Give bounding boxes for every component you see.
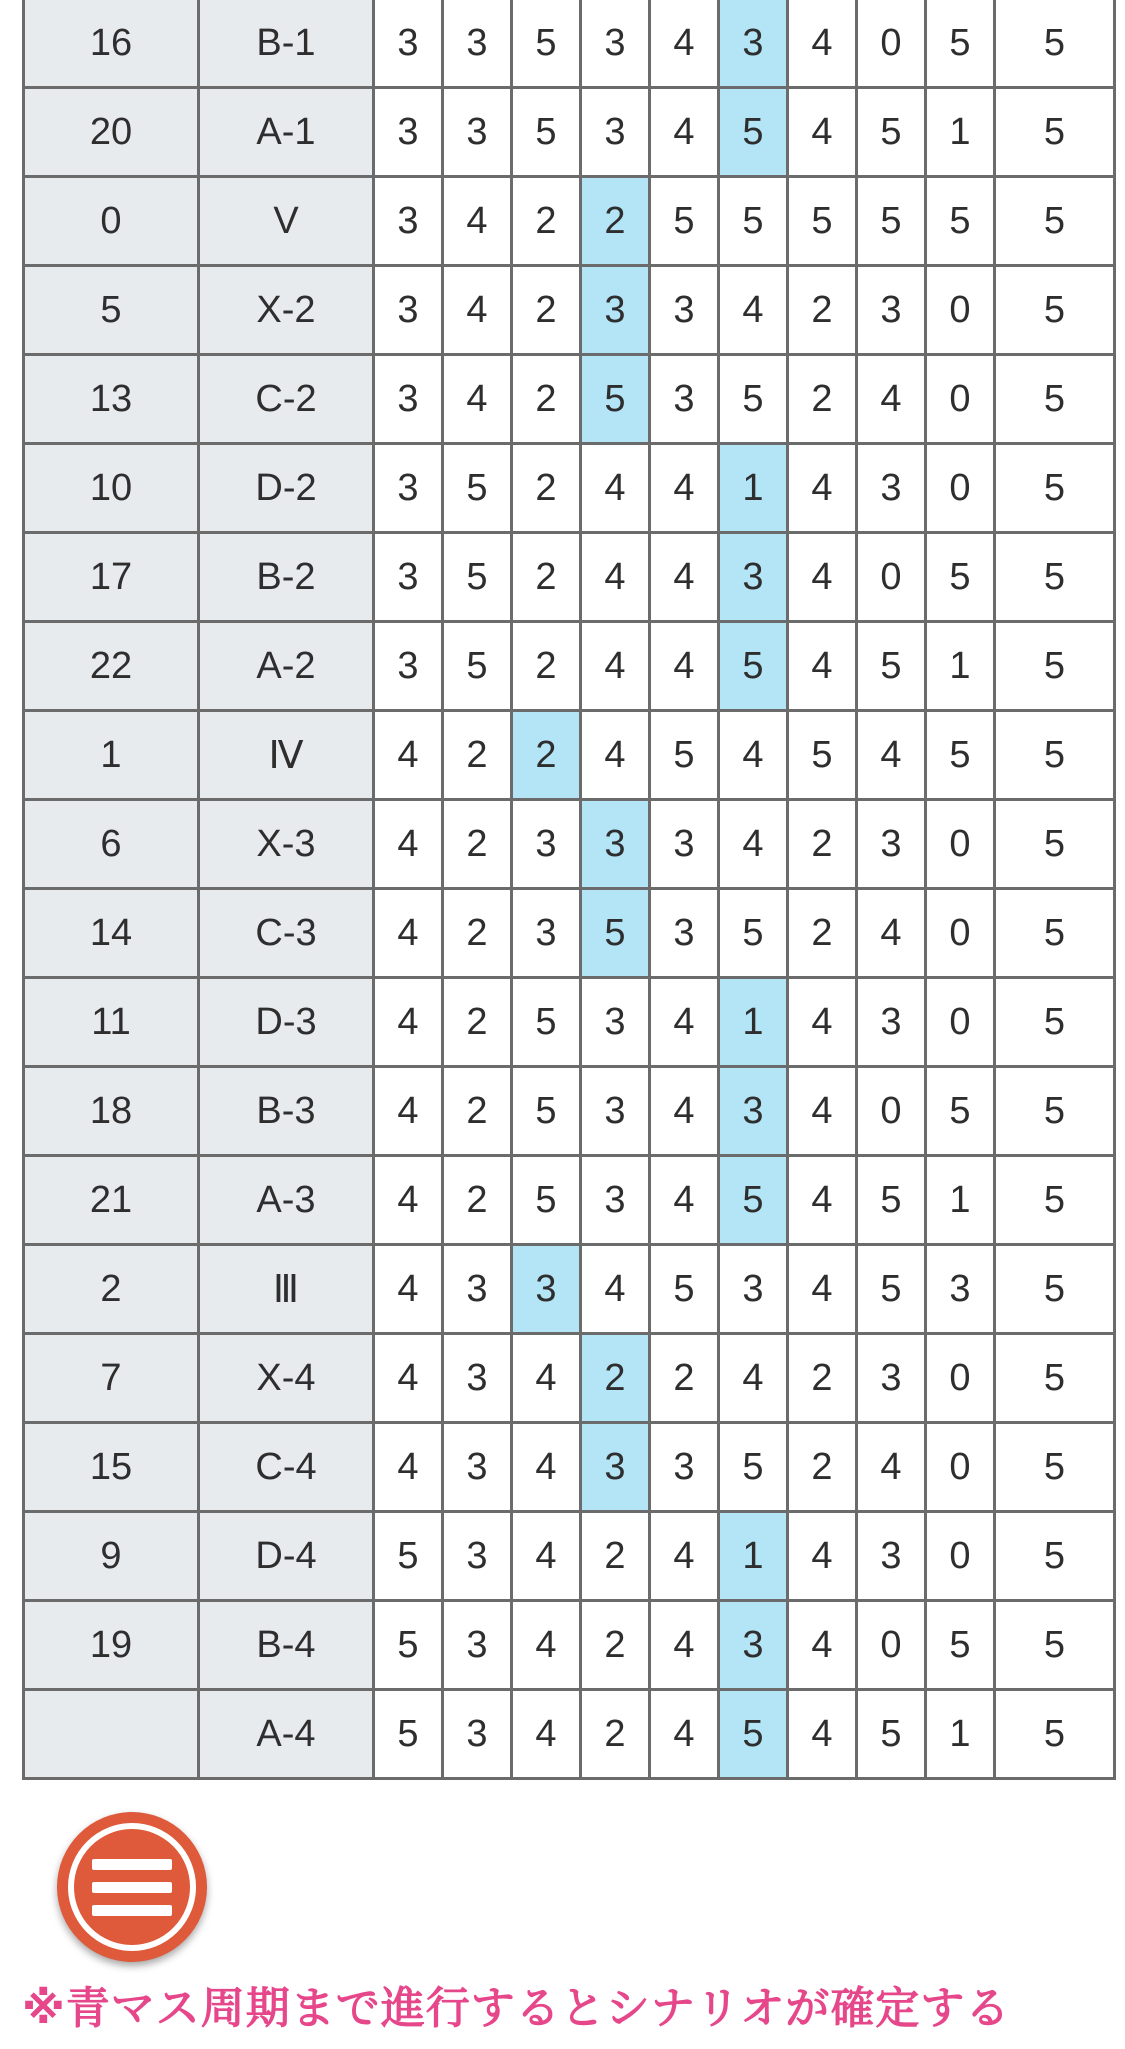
value-cell: 3 [581,978,650,1067]
row-name-cell: X-4 [199,1334,374,1423]
value-cell: 3 [512,889,581,978]
value-cell: 4 [788,978,857,1067]
value-cell: 5 [995,622,1115,711]
value-cell: 3 [374,533,443,622]
row-index-cell: 20 [24,88,199,177]
highlighted-value-cell: 5 [719,622,788,711]
highlighted-value-cell: 1 [719,1512,788,1601]
value-cell: 4 [788,1067,857,1156]
value-cell: 4 [650,622,719,711]
value-cell: 4 [719,711,788,800]
highlighted-value-cell: 3 [719,533,788,622]
value-cell: 4 [374,978,443,1067]
value-cell: 5 [512,88,581,177]
row-name-cell: A-1 [199,88,374,177]
value-cell: 5 [857,177,926,266]
value-cell: 5 [719,355,788,444]
value-cell: 5 [374,1601,443,1690]
value-cell: 5 [995,1067,1115,1156]
value-cell: 5 [995,1601,1115,1690]
row-name-cell: A-4 [199,1690,374,1779]
value-cell: 4 [650,1601,719,1690]
value-cell: 5 [650,177,719,266]
highlighted-value-cell: 3 [719,0,788,88]
row-name-cell: B-2 [199,533,374,622]
row-name-cell: D-2 [199,444,374,533]
row-name-cell: B-1 [199,0,374,88]
value-cell: 0 [857,1601,926,1690]
value-cell: 4 [719,800,788,889]
row-name-cell: A-2 [199,622,374,711]
value-cell: 3 [857,800,926,889]
value-cell: 5 [857,622,926,711]
value-cell: 4 [374,889,443,978]
value-cell: 4 [512,1423,581,1512]
value-cell: 4 [581,533,650,622]
row-name-cell: D-4 [199,1512,374,1601]
value-cell: 2 [581,1690,650,1779]
row-index-cell: 10 [24,444,199,533]
row-index-cell: 14 [24,889,199,978]
value-cell: 5 [995,533,1115,622]
table-row [24,889,1115,978]
value-cell: 4 [650,533,719,622]
value-cell: 5 [926,1067,995,1156]
value-cell: 3 [374,622,443,711]
row-name-cell: C-3 [199,889,374,978]
value-cell: 3 [443,1601,512,1690]
table-row [24,0,1115,88]
value-cell: 1 [926,622,995,711]
value-cell: 5 [926,177,995,266]
highlighted-value-cell: 3 [719,1067,788,1156]
value-cell: 5 [443,622,512,711]
value-cell: 2 [443,711,512,800]
value-cell: 5 [512,978,581,1067]
table-row [24,88,1115,177]
table-row [24,444,1115,533]
table-row [24,1245,1115,1334]
row-index-cell: 5 [24,266,199,355]
value-cell: 3 [443,1512,512,1601]
highlighted-value-cell: 5 [719,1690,788,1779]
value-cell: 3 [374,0,443,88]
row-name-cell: Ⅲ [199,1245,374,1334]
value-cell: 4 [719,266,788,355]
value-cell: 5 [857,1690,926,1779]
row-index-cell: 1 [24,711,199,800]
value-cell: 5 [995,266,1115,355]
value-cell: 1 [926,1156,995,1245]
table-row [24,622,1115,711]
row-name-cell: C-2 [199,355,374,444]
highlighted-value-cell: 3 [581,800,650,889]
table-row [24,800,1115,889]
value-cell: 3 [719,1245,788,1334]
value-cell: 0 [926,889,995,978]
value-cell: 2 [581,1601,650,1690]
highlighted-value-cell: 2 [512,711,581,800]
value-cell: 4 [788,1601,857,1690]
value-cell: 5 [857,1156,926,1245]
value-cell: 2 [512,177,581,266]
table-row [24,355,1115,444]
table-row [24,533,1115,622]
value-cell: 4 [650,1067,719,1156]
highlighted-value-cell: 5 [719,88,788,177]
row-index-cell: 15 [24,1423,199,1512]
value-cell: 5 [719,889,788,978]
value-cell: 2 [512,533,581,622]
value-cell: 4 [650,978,719,1067]
value-cell: 5 [995,1334,1115,1423]
value-cell: 4 [443,266,512,355]
value-cell: 5 [788,711,857,800]
value-cell: 2 [788,889,857,978]
value-cell: 0 [857,533,926,622]
value-cell: 5 [719,177,788,266]
menu-button[interactable] [57,1812,207,1962]
row-index-cell: 21 [24,1156,199,1245]
value-cell: 4 [374,711,443,800]
value-cell: 0 [926,355,995,444]
table-body [24,0,1115,1779]
highlighted-value-cell: 1 [719,978,788,1067]
value-cell: 5 [512,1067,581,1156]
value-cell: 4 [719,1334,788,1423]
highlighted-value-cell: 2 [581,177,650,266]
row-index-cell: 19 [24,1601,199,1690]
value-cell: 4 [788,444,857,533]
value-cell: 3 [443,1334,512,1423]
value-cell: 3 [650,266,719,355]
row-index-cell [24,1690,199,1779]
row-name-cell: C-4 [199,1423,374,1512]
value-cell: 5 [995,1245,1115,1334]
value-cell: 4 [788,1245,857,1334]
highlighted-value-cell: 3 [581,1423,650,1512]
value-cell: 2 [581,1512,650,1601]
value-cell: 2 [443,1156,512,1245]
value-cell: 4 [443,355,512,444]
value-cell: 4 [374,1334,443,1423]
value-cell: 3 [581,1067,650,1156]
value-cell: 4 [788,1690,857,1779]
value-cell: 4 [374,800,443,889]
value-cell: 4 [650,1512,719,1601]
value-cell: 4 [512,1334,581,1423]
value-cell: 3 [581,0,650,88]
value-cell: 4 [512,1512,581,1601]
row-index-cell: 2 [24,1245,199,1334]
row-index-cell: 13 [24,355,199,444]
table-row [24,1690,1115,1779]
highlighted-value-cell: 5 [581,889,650,978]
value-cell: 4 [857,355,926,444]
row-index-cell: 22 [24,622,199,711]
value-cell: 2 [788,266,857,355]
value-cell: 4 [857,889,926,978]
value-cell: 0 [857,1067,926,1156]
table-row [24,1423,1115,1512]
value-cell: 5 [443,444,512,533]
value-cell: 5 [719,1423,788,1512]
value-cell: 4 [512,1601,581,1690]
value-cell: 3 [512,800,581,889]
value-cell: 4 [788,1156,857,1245]
value-cell: 3 [374,266,443,355]
value-cell: 3 [374,444,443,533]
value-cell: 4 [443,177,512,266]
value-cell: 5 [995,800,1115,889]
value-cell: 5 [374,1690,443,1779]
value-cell: 3 [443,1690,512,1779]
value-cell: 4 [788,533,857,622]
value-cell: 5 [443,533,512,622]
row-name-cell: A-3 [199,1156,374,1245]
value-cell: 4 [581,1245,650,1334]
value-cell: 5 [995,711,1115,800]
value-cell: 4 [581,622,650,711]
highlighted-value-cell: 3 [719,1601,788,1690]
value-cell: 3 [926,1245,995,1334]
value-cell: 4 [374,1245,443,1334]
row-name-cell: V [199,177,374,266]
value-cell: 5 [995,1512,1115,1601]
value-cell: 5 [995,1690,1115,1779]
value-cell: 1 [926,88,995,177]
row-name-cell: X-2 [199,266,374,355]
table-row [24,266,1115,355]
row-index-cell: 17 [24,533,199,622]
value-cell: 2 [443,800,512,889]
value-cell: 2 [788,1423,857,1512]
row-index-cell: 11 [24,978,199,1067]
table-row [24,1067,1115,1156]
value-cell: 0 [926,800,995,889]
highlighted-value-cell: 2 [581,1334,650,1423]
value-cell: 5 [995,0,1115,88]
value-cell: 3 [650,800,719,889]
value-cell: 0 [926,444,995,533]
value-cell: 2 [512,444,581,533]
value-cell: 3 [650,889,719,978]
highlighted-value-cell: 3 [512,1245,581,1334]
scenario-table [22,0,1116,1780]
value-cell: 5 [512,0,581,88]
row-name-cell: Ⅳ [199,711,374,800]
value-cell: 5 [374,1512,443,1601]
value-cell: 5 [926,1601,995,1690]
value-cell: 5 [926,711,995,800]
value-cell: 5 [995,355,1115,444]
highlighted-value-cell: 3 [581,266,650,355]
value-cell: 4 [650,444,719,533]
value-cell: 5 [788,177,857,266]
value-cell: 4 [581,711,650,800]
row-index-cell: 0 [24,177,199,266]
value-cell: 5 [995,177,1115,266]
value-cell: 2 [512,355,581,444]
highlighted-value-cell: 1 [719,444,788,533]
value-cell: 5 [995,1156,1115,1245]
highlighted-value-cell: 5 [719,1156,788,1245]
table-row [24,1512,1115,1601]
value-cell: 0 [926,978,995,1067]
value-cell: 2 [788,800,857,889]
value-cell: 0 [857,0,926,88]
row-index-cell: 18 [24,1067,199,1156]
highlighted-value-cell: 5 [581,355,650,444]
table-row [24,711,1115,800]
value-cell: 3 [857,266,926,355]
value-cell: 5 [857,88,926,177]
value-cell: 5 [512,1156,581,1245]
value-cell: 1 [926,1690,995,1779]
value-cell: 3 [374,355,443,444]
value-cell: 3 [857,1334,926,1423]
value-cell: 5 [995,1423,1115,1512]
table-row [24,978,1115,1067]
table-row [24,1156,1115,1245]
value-cell: 4 [788,622,857,711]
value-cell: 4 [650,1690,719,1779]
value-cell: 0 [926,1334,995,1423]
value-cell: 2 [788,355,857,444]
value-cell: 5 [995,978,1115,1067]
value-cell: 4 [788,1512,857,1601]
value-cell: 0 [926,1423,995,1512]
value-cell: 2 [443,1067,512,1156]
value-cell: 3 [374,177,443,266]
value-cell: 5 [650,711,719,800]
table-row [24,1601,1115,1690]
value-cell: 5 [995,444,1115,533]
table-row [24,177,1115,266]
value-cell: 3 [443,1423,512,1512]
value-cell: 3 [443,88,512,177]
value-cell: 2 [443,889,512,978]
value-cell: 4 [788,0,857,88]
value-cell: 5 [926,533,995,622]
value-cell: 4 [650,1156,719,1245]
table-row [24,1334,1115,1423]
value-cell: 4 [512,1690,581,1779]
row-index-cell: 16 [24,0,199,88]
value-cell: 4 [374,1423,443,1512]
value-cell: 2 [788,1334,857,1423]
value-cell: 3 [443,1245,512,1334]
value-cell: 0 [926,266,995,355]
value-cell: 3 [650,355,719,444]
value-cell: 4 [788,88,857,177]
row-index-cell: 7 [24,1334,199,1423]
value-cell: 4 [581,444,650,533]
value-cell: 3 [581,1156,650,1245]
value-cell: 5 [650,1245,719,1334]
value-cell: 2 [443,978,512,1067]
value-cell: 4 [857,711,926,800]
value-cell: 3 [581,88,650,177]
value-cell: 4 [374,1067,443,1156]
value-cell: 2 [512,622,581,711]
value-cell: 3 [443,0,512,88]
row-index-cell: 6 [24,800,199,889]
value-cell: 4 [857,1423,926,1512]
value-cell: 4 [650,0,719,88]
value-cell: 3 [857,1512,926,1601]
value-cell: 5 [926,0,995,88]
value-cell: 2 [650,1334,719,1423]
value-cell: 3 [857,978,926,1067]
value-cell: 0 [926,1512,995,1601]
row-name-cell: B-4 [199,1601,374,1690]
row-index-cell: 9 [24,1512,199,1601]
value-cell: 5 [995,889,1115,978]
value-cell: 5 [857,1245,926,1334]
value-cell: 4 [374,1156,443,1245]
footer-note: ※青マス周期まで進行するとシナリオが確定する [22,1984,1011,2033]
row-name-cell: B-3 [199,1067,374,1156]
value-cell: 2 [512,266,581,355]
value-cell: 5 [995,88,1115,177]
value-cell: 4 [650,88,719,177]
value-cell: 3 [650,1423,719,1512]
row-name-cell: X-3 [199,800,374,889]
value-cell: 3 [857,444,926,533]
row-name-cell: D-3 [199,978,374,1067]
value-cell: 3 [374,88,443,177]
